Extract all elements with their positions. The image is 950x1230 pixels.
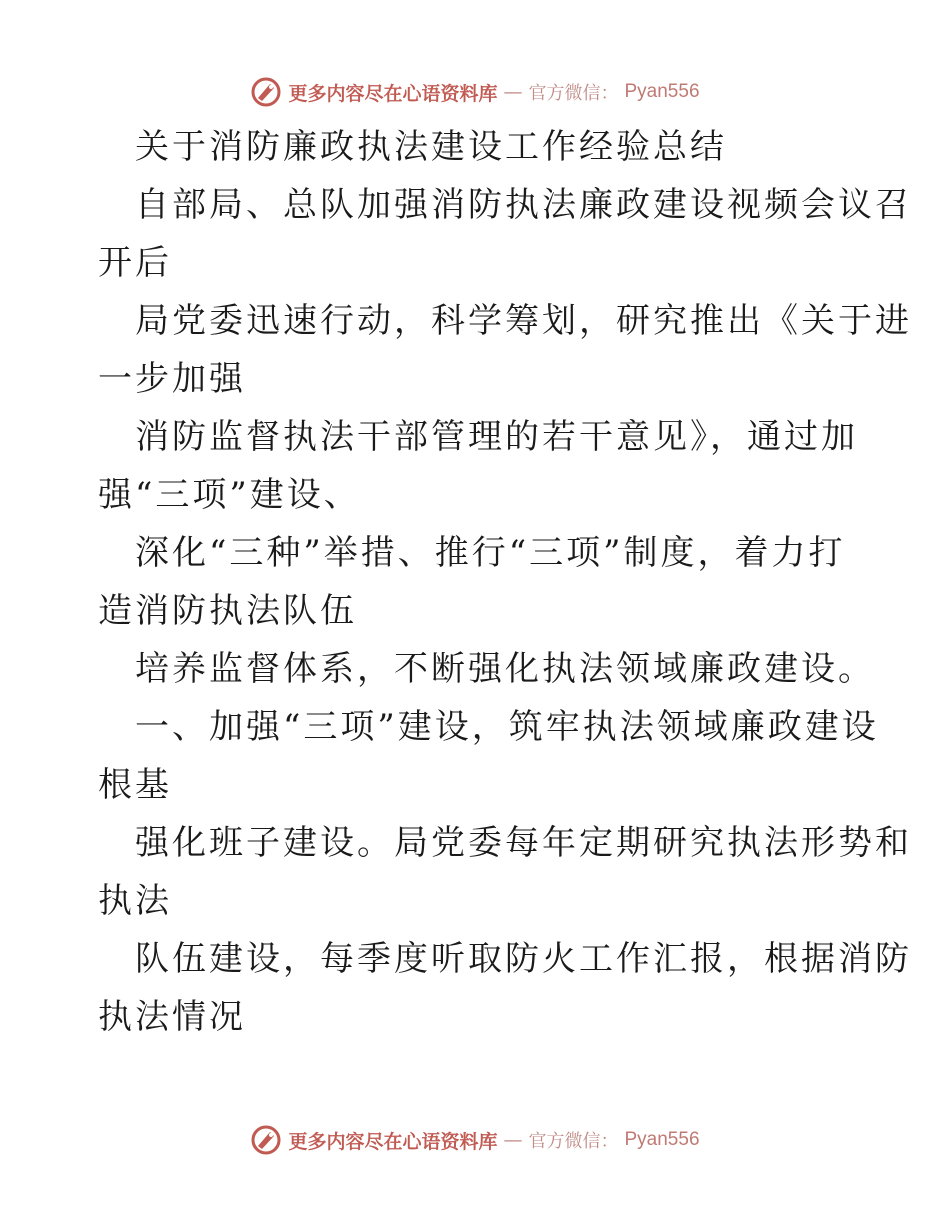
document-line: 执法情况 [98, 997, 246, 1037]
watermark-dash: — [503, 81, 523, 103]
document-line: 强化班子建设。局党委每年定期研究执法形势和 [135, 823, 912, 863]
document-line: 造消防执法队伍 [98, 591, 357, 631]
watermark-wechat-id: Pyan556 [624, 1129, 700, 1150]
document-line: 培养监督体系，不断强化执法领域廉政建设。 [135, 649, 875, 689]
document-line: 一步加强 [98, 359, 246, 399]
watermark-header [0, 72, 950, 112]
watermark-footer [0, 1120, 950, 1160]
document-line: 队伍建设，每季度听取防火工作汇报，根据消防 [135, 939, 912, 979]
document-line: 自部局、总队加强消防执法廉政建设视频会议召 [135, 185, 912, 225]
watermark-wechat-label: 官方微信： [528, 1131, 619, 1152]
watermark-wechat-id: Pyan556 [624, 81, 700, 102]
watermark-main-text: 更多内容尽在心语资料库 [288, 1130, 498, 1153]
document-line: 局党委迅速行动，科学筹划，研究推出《关于进 [135, 301, 912, 341]
watermark-dash: — [503, 1129, 523, 1151]
watermark-main-text: 更多内容尽在心语资料库 [288, 82, 498, 105]
document-body [98, 118, 912, 1046]
document-line: 关于消防廉政执法建设工作经验总结 [135, 127, 727, 167]
document-line: 执法 [98, 881, 172, 921]
seal-logo-icon [250, 1124, 282, 1156]
document-line: 深化“三种”举措、推行“三项”制度，着力打 [135, 533, 846, 573]
watermark-wechat-label: 官方微信： [528, 83, 619, 104]
seal-logo-icon [250, 76, 282, 108]
document-line: 根基 [98, 765, 172, 805]
document-line: 消防监督执法干部管理的若干意见》，通过加 [135, 417, 858, 457]
document-line: 开后 [98, 243, 172, 283]
document-line: 强“三项”建设、 [98, 475, 361, 515]
document-line: 一、加强“三项”建设，筑牢执法领域廉政建设 [135, 707, 879, 747]
